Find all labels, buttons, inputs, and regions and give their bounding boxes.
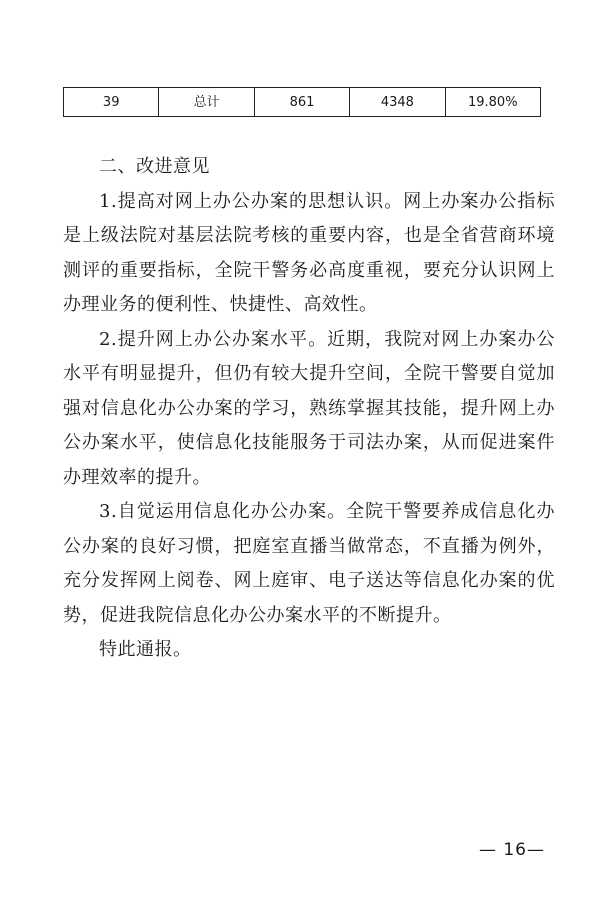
summary-table-wrapper <box>63 87 541 117</box>
table-cell-value-1: 861 <box>254 88 349 117</box>
table-cell-percentage: 19.80% <box>445 88 540 117</box>
paragraph-2: 2.提升网上办公办案水平。近期，我院对网上办案办公水平有明显提升，但仍有较大提升空间，全院干警要自觉加强对信息化办公办案的学习，熟练掌握其技能，提升网上办公办案水平，使信息化技能服务于司法办案，从而促进案件办理效率的提升。 <box>63 328 555 488</box>
table-cell-total-label: 总计 <box>159 88 254 117</box>
table-cell-value-2: 4348 <box>350 88 445 117</box>
paragraph-3: 3.自觉运用信息化办公办案。全院干警要养成信息化办公办案的良好习惯，把庭室直播当做常态，不直播为例外，充分发挥网上阅卷、网上庭审、电子送达等信息化办案的优势，促进我院信息化办公办案水平的不断提升。 <box>63 501 555 626</box>
summary-table <box>63 87 541 117</box>
paragraph-1: 1.提高对网上办公办案的思想认识。网上办案办公指标是上级法院对基层法院考核的重要内容，也是全省营商环境测评的重要指标，全院干警务必高度重视，要充分认识网上办理业务的便利性、快捷性、高效性。 <box>63 190 555 315</box>
section-heading: 二、改进意见 <box>99 156 210 177</box>
document-body <box>63 150 555 668</box>
table-cell-index: 39 <box>64 88 159 117</box>
page-number: — 16— <box>478 840 545 860</box>
closing-notice: 特此通报。 <box>99 639 192 660</box>
table-row-total <box>64 88 541 117</box>
